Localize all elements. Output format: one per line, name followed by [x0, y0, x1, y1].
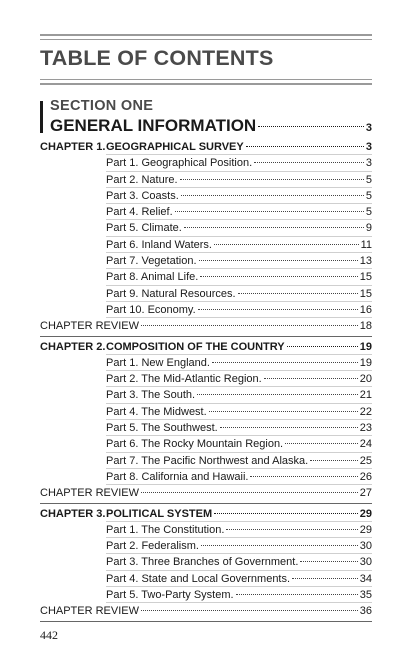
part-entry[interactable]: [40, 355, 372, 371]
part-page: 15: [359, 271, 372, 284]
part-page: 5: [365, 206, 372, 219]
part-title: Part 4. State and Local Governments.: [106, 572, 291, 585]
section-heading[interactable]: [50, 116, 372, 136]
part-title: Part 7. The Pacific Northwest and Alaska.: [106, 454, 309, 467]
part-title: Part 6. Inland Waters.: [106, 238, 212, 251]
review-title: CHAPTER REVIEW: [40, 320, 140, 333]
dot-leader: [214, 244, 359, 245]
dot-leader: [141, 610, 358, 611]
review-title: CHAPTER REVIEW: [40, 605, 140, 618]
dot-leader: [141, 492, 358, 493]
part-page: 15: [359, 287, 372, 300]
part-title: Part 3. Coasts.: [106, 189, 179, 202]
section-accent-bar: [40, 101, 43, 133]
dot-leader: [220, 427, 358, 428]
dot-leader: [264, 378, 358, 379]
chapter-number: CHAPTER 1.: [40, 141, 106, 153]
dot-leader: [180, 179, 364, 180]
part-page: 9: [365, 222, 372, 235]
part-title: Part 4. Relief.: [106, 206, 173, 219]
part-entry[interactable]: [40, 253, 372, 269]
section-page: 3: [365, 122, 372, 134]
dot-leader: [310, 460, 358, 461]
part-page: 26: [359, 470, 372, 483]
dot-leader: [226, 529, 357, 530]
chapter-review-entry[interactable]: [40, 318, 372, 334]
part-title: Part 2. The Mid-Atlantic Region.: [106, 373, 262, 386]
dot-leader: [250, 476, 357, 477]
part-page: 5: [365, 189, 372, 202]
part-entry[interactable]: [40, 420, 372, 436]
part-title: Part 4. The Midwest.: [106, 405, 207, 418]
dot-leader: [246, 146, 364, 147]
part-title: Part 8. California and Hawaii.: [106, 470, 249, 483]
page-number: 442: [40, 628, 58, 642]
chapter-review-entry[interactable]: [40, 603, 372, 619]
part-title: Part 5. The Southwest.: [106, 422, 218, 435]
dot-leader: [236, 594, 358, 595]
dot-leader: [141, 325, 358, 326]
part-entry[interactable]: [40, 302, 372, 318]
part-entry[interactable]: [40, 188, 372, 204]
chapter-title: GEOGRAPHICAL SURVEY: [106, 141, 244, 153]
dot-leader: [212, 362, 358, 363]
dot-leader: [181, 195, 364, 196]
chapter-entry[interactable]: [40, 506, 372, 522]
dot-leader: [292, 578, 358, 579]
header-rule-bottom: [40, 79, 372, 85]
part-entry[interactable]: [40, 204, 372, 220]
dot-leader: [197, 394, 358, 395]
part-page: 19: [359, 356, 372, 369]
part-page: 23: [359, 422, 372, 435]
part-page: 13: [359, 255, 372, 268]
part-title: Part 2. Nature.: [106, 173, 178, 186]
dot-leader: [238, 293, 358, 294]
part-entry[interactable]: [40, 453, 372, 469]
dot-leader: [209, 411, 358, 412]
dot-leader: [198, 309, 358, 310]
part-entry[interactable]: [40, 172, 372, 188]
part-entry[interactable]: [40, 538, 372, 554]
review-page: 27: [359, 487, 372, 500]
part-entry[interactable]: [40, 237, 372, 253]
dot-leader: [254, 162, 364, 163]
part-page: 11: [360, 238, 372, 251]
chapter-page: 19: [359, 340, 372, 353]
part-title: Part 1. New England.: [106, 356, 210, 369]
dot-leader: [300, 561, 357, 562]
part-entry[interactable]: [40, 404, 372, 420]
part-entry[interactable]: [40, 571, 372, 587]
toc-list: [40, 139, 372, 624]
part-title: Part 5. Climate.: [106, 222, 182, 235]
part-page: 3: [365, 157, 372, 170]
review-page: 18: [359, 320, 372, 333]
review-title: CHAPTER REVIEW: [40, 487, 140, 500]
part-page: 5: [365, 173, 372, 186]
part-entry[interactable]: [40, 436, 372, 452]
dot-leader: [201, 545, 358, 546]
dot-leader: [200, 276, 357, 277]
part-entry[interactable]: [40, 587, 372, 603]
dot-leader: [285, 443, 358, 444]
chapter-title: COMPOSITION OF THE COUNTRY: [106, 340, 285, 353]
part-title: Part 3. The South.: [106, 389, 196, 402]
chapter-entry[interactable]: [40, 139, 372, 155]
chapter-page: 29: [359, 507, 372, 520]
part-entry[interactable]: [40, 286, 372, 302]
dot-leader: [175, 211, 364, 212]
part-title: Part 1. Geographical Position.: [106, 157, 253, 170]
part-title: Part 5. Two-Party System.: [106, 589, 234, 602]
part-entry[interactable]: [40, 220, 372, 236]
part-entry[interactable]: [40, 554, 372, 570]
header-rule-top: [40, 34, 372, 40]
part-page: 16: [359, 303, 372, 316]
part-entry[interactable]: [40, 522, 372, 538]
part-entry[interactable]: [40, 155, 372, 171]
part-title: Part 6. The Rocky Mountain Region.: [106, 438, 284, 451]
chapter-number: CHAPTER 2.: [40, 340, 106, 353]
part-page: 34: [359, 572, 372, 585]
part-page: 21: [359, 389, 372, 402]
part-page: 29: [359, 523, 372, 536]
section-title: GENERAL INFORMATION: [50, 116, 257, 135]
dot-leader: [258, 126, 364, 127]
part-title: Part 2. Federalism.: [106, 540, 199, 553]
chapter-title: POLITICAL SYSTEM: [106, 507, 213, 520]
chapter-number: CHAPTER 3.: [40, 507, 106, 520]
part-page: 24: [359, 438, 372, 451]
part-page: 20: [359, 373, 372, 386]
part-entry[interactable]: [40, 387, 372, 403]
part-page: 22: [359, 405, 372, 418]
part-entry[interactable]: [40, 371, 372, 387]
part-title: Part 10. Economy.: [106, 303, 196, 316]
part-title: Part 8. Animal Life.: [106, 271, 199, 284]
part-title: Part 7. Vegetation.: [106, 255, 197, 268]
dot-leader: [199, 260, 358, 261]
part-page: 35: [359, 589, 372, 602]
part-entry[interactable]: [40, 469, 372, 485]
chapter-page: 3: [365, 141, 372, 153]
part-page: 30: [359, 556, 372, 569]
review-page: 36: [359, 605, 372, 618]
chapter-review-entry[interactable]: [40, 485, 372, 501]
part-page: 25: [359, 454, 372, 467]
dot-leader: [287, 346, 358, 347]
chapter-entry[interactable]: [40, 339, 372, 355]
part-entry[interactable]: [40, 269, 372, 285]
section-kicker: SECTION ONE: [50, 98, 154, 114]
page-title: TABLE OF CONTENTS: [40, 46, 274, 70]
part-title: Part 3. Three Branches of Government.: [106, 556, 299, 569]
dot-leader: [184, 227, 364, 228]
part-title: Part 9. Natural Resources.: [106, 287, 236, 300]
dot-leader: [214, 513, 358, 514]
part-page: 30: [359, 540, 372, 553]
part-title: Part 1. The Constitution.: [106, 523, 225, 536]
